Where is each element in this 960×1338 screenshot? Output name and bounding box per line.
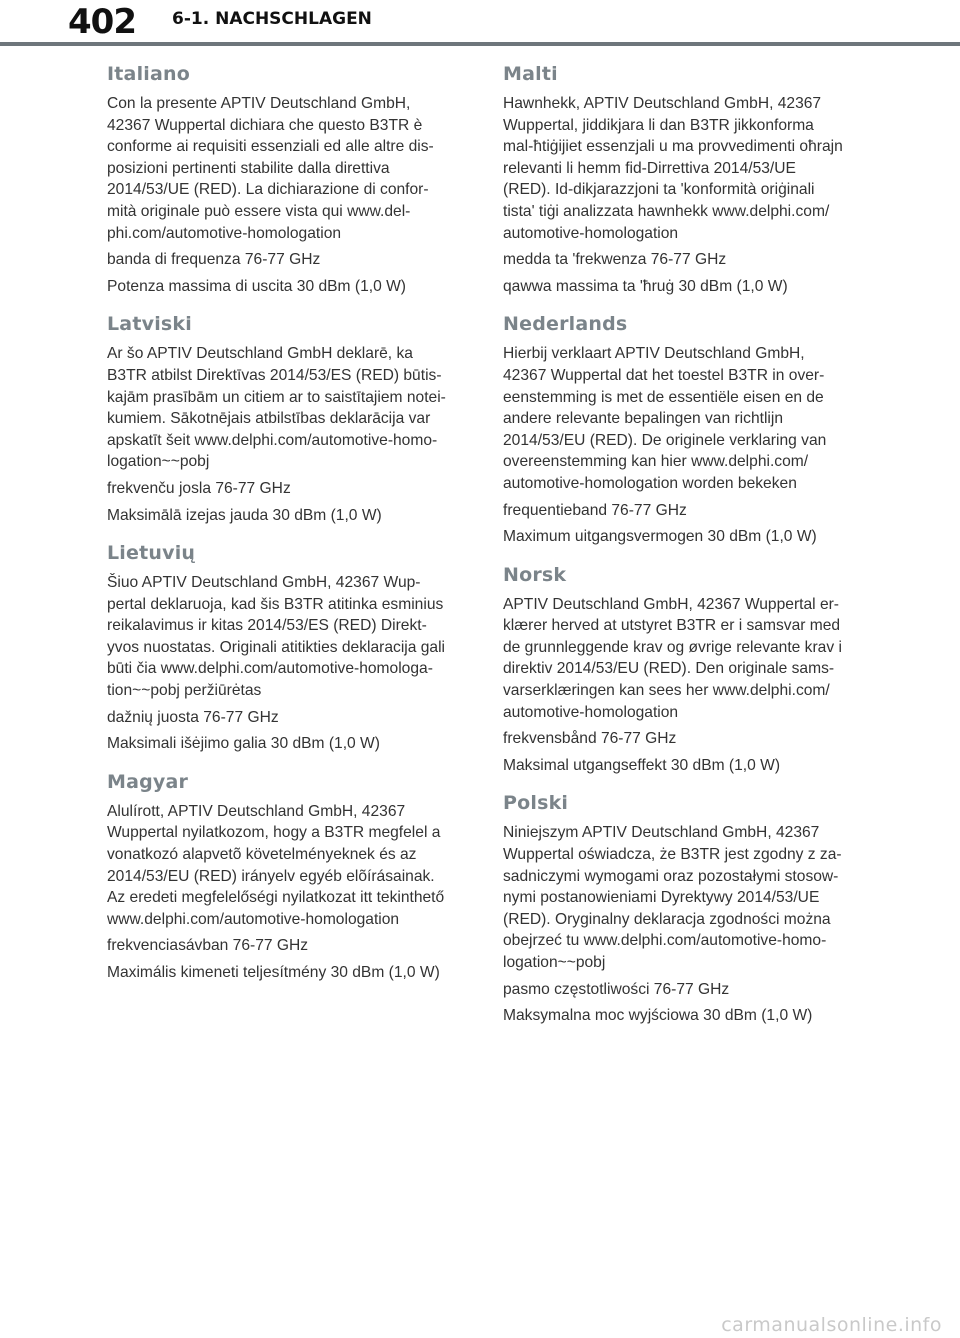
max-output-power: qawwa massima ta 'ħruġ 30 dBm (1,0 W)	[503, 277, 788, 295]
max-output-power: Maksymalna moc wyjściowa 30 dBm (1,0 W)	[503, 1007, 813, 1025]
section-latviski	[107, 312, 469, 526]
section-polski	[503, 791, 865, 1026]
language-heading: Magyar	[107, 770, 189, 793]
section-title: 6-1. NACHSCHLAGEN	[172, 9, 372, 29]
language-heading: Italiano	[107, 63, 190, 85]
max-output-power: Maximum uitgangsvermogen 30 dBm (1,0 W)	[503, 528, 817, 546]
frequency-band: medda ta 'frekwenza 76-77 GHz	[503, 251, 727, 269]
declaration-text: Niniejszym APTIV Deutschland GmbH, 42367 Wuppertal oświadcza, że B3TR jest zgodny z za- sadniczymi wymogami oraz pozostałymi stosow- nymi postanowieniami Dyrektywy 2014/53/UE (RED). Oryginalny deklaracja zgodności można obejrzeć tu www.delphi.com/automotive-homo- logation~~pobj	[503, 824, 842, 971]
frequency-band: frekvenciasávban 76-77 GHz	[107, 937, 309, 955]
declaration-text: Alulírott, APTIV Deutschland GmbH, 42367 Wuppertal nyilatkozom, hogy a B3TR megfelel a vonatkozó alapvetõ követelményeknek és az 2014/53/EU (RED) irányelv egyéb elõírásainak. Az eredeti megfelelőségi nyilatkozat itt tekinthető www.delphi.com/automotive-homologation	[107, 802, 445, 928]
language-heading: Polski	[503, 792, 569, 815]
frequency-band: frequentieband 76-77 GHz	[503, 501, 687, 519]
max-output-power: Maksimali išėjimo galia 30 dBm (1,0 W)	[107, 735, 380, 753]
section-italiano	[107, 62, 469, 297]
max-output-power: Maximális kimeneti teljesítmény 30 dBm (1,0 W)	[107, 964, 440, 981]
declaration-text: Šiuo APTIV Deutschland GmbH, 42367 Wup- pertal deklaruoja, kad šis B3TR atitinka esminius reikalavimus ir kitas 2014/53/ES (RED) Direkt- yvos nuostatas. Originali atitikties deklaracija gali būti čia www.delphi.com/automotive-homologa- tion~~pobj peržiūrėtas	[107, 574, 446, 700]
section-nederlands	[503, 312, 865, 547]
right-column	[503, 62, 865, 1042]
frequency-band: pasmo częstotliwości 76-77 GHz	[503, 980, 730, 998]
frequency-band: banda di frequenza 76-77 GHz	[107, 251, 321, 269]
language-heading: Latviski	[107, 313, 192, 336]
max-output-power: Potenza massima di uscita 30 dBm (1,0 W)	[107, 277, 406, 295]
section-lietuviu	[107, 541, 469, 755]
declaration-text: Con la presente APTIV Deutschland GmbH, 42367 Wuppertal dichiara che questo B3TR è conforme ai requisiti essenziali ed alle altre dis- posizioni pertinenti stabilite dalla direttiva 2014/53/UE (RED). La dichiarazione di confor- mità originale può essere vista qui www.del- phi.com/automotive-homologation	[107, 95, 434, 242]
watermark: carmanualsonline.info	[721, 1314, 942, 1336]
section-magyar	[107, 770, 469, 984]
section-norsk	[503, 563, 865, 777]
left-column	[107, 62, 469, 999]
frequency-band: frekvenču josla 76-77 GHz	[107, 479, 291, 497]
page-header	[0, 0, 960, 48]
language-heading: Malti	[503, 63, 558, 85]
language-heading: Norsk	[503, 563, 567, 586]
max-output-power: Maksimālā izejas jauda 30 dBm (1,0 W)	[107, 506, 382, 524]
max-output-power: Maksimal utgangseffekt 30 dBm (1,0 W)	[503, 756, 781, 774]
frequency-band: dažnių juosta 76-77 GHz	[107, 708, 279, 726]
declaration-text: Hierbij verklaart APTIV Deutschland GmbH, 42367 Wuppertal dat het toestel B3TR in over- eenstemming is met de essentiële eisen en de andere relevante bepalingen van richtlijn 2014/53/EU (RED). De originele verklaring van overeenstemming kan hier www.delphi.com/ automotive-homologation worden bekeken	[503, 345, 827, 492]
declaration-text: Ar šo APTIV Deutschland GmbH deklarē, ka B3TR atbilst Direktīvas 2014/53/ES (RED) būtis- kajām prasībām un citiem ar to saistītajiem notei- kumiem. Sākotnējais atbilstības deklarācija var apskatīt šeit www.delphi.com/automotive-homo- logation~~pobj	[107, 345, 446, 471]
frequency-band: frekvensbånd 76-77 GHz	[503, 730, 677, 748]
declaration-text: APTIV Deutschland GmbH, 42367 Wuppertal er- klærer herved at utstyret B3TR er i samsvar med de grunnleggende krav og øvrige relevante krav i direktiv 2014/53/EU (RED). Den originale sams- varserklæringen kan sees her www.delphi.com/ automotive-homologation	[503, 595, 842, 721]
language-heading: Lietuvių	[107, 542, 196, 565]
header-rule	[0, 42, 960, 46]
declaration-text: Hawnhekk, APTIV Deutschland GmbH, 42367 Wuppertal, jiddikjara li dan B3TR jikkonforma mal-ħtiġijiet essenzjali u ma provvedimenti oħrajn relevanti li hemm fid-Dirrettiva 2014/53/UE (RED). Id-dikjarazzjoni ta 'konformità oriġinali tista' tiġi analizzata hawnhekk www.delphi.com/ automotive-homologation	[503, 95, 843, 242]
section-malti	[503, 62, 865, 297]
page-number: 402	[68, 2, 136, 42]
language-heading: Nederlands	[503, 313, 628, 336]
